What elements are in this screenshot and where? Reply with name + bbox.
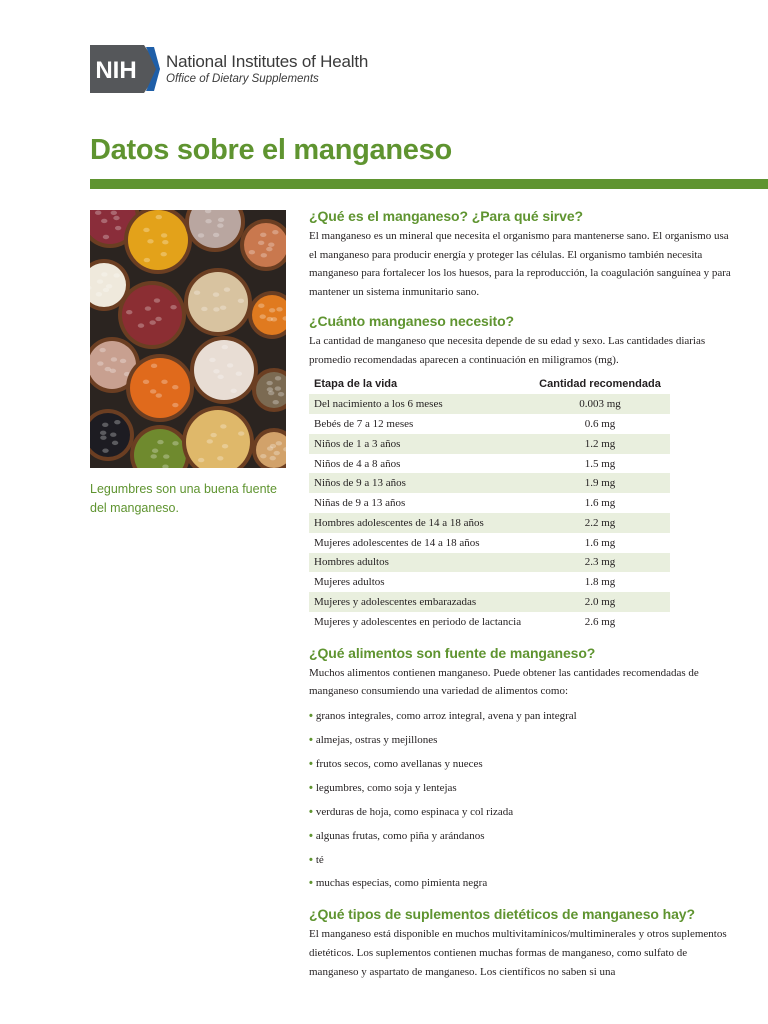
bean-highlight — [96, 292, 102, 296]
section-what-is — [309, 205, 739, 302]
bean-highlight — [145, 306, 151, 310]
bean-highlight — [120, 359, 126, 363]
bean-highlight — [97, 361, 103, 365]
bean-highlight — [273, 400, 279, 404]
bowl-legumes — [130, 358, 190, 418]
bean-highlight — [217, 456, 223, 460]
bean-highlight — [172, 441, 178, 445]
bean-highlight — [147, 239, 153, 243]
bean-highlight — [110, 369, 116, 373]
life-stage-cell: Mujeres y adolescentes embarazadas — [309, 592, 530, 612]
life-stage-cell: Bebés de 7 a 12 meses — [314, 417, 414, 430]
logo-office: Office of Dietary Supplements — [166, 72, 319, 85]
bean-highlight — [95, 211, 101, 215]
bean-highlight — [154, 298, 160, 302]
bean-highlight — [198, 458, 204, 462]
list-item — [309, 777, 739, 801]
amount-cell: 2.0 mg — [530, 592, 670, 612]
list-item-text: almejas, ostras y mejillones — [315, 734, 438, 747]
bean-highlight — [258, 241, 264, 245]
bean-highlight — [115, 226, 121, 230]
bean-highlight — [272, 230, 278, 234]
section-heading: ¿Cuánto manganeso necesito? — [309, 312, 514, 329]
amount-cell: 2.2 mg — [530, 513, 670, 533]
page-title: Datos sobre el manganeso — [90, 134, 452, 166]
bowl-legumes — [244, 223, 286, 267]
bullet-icon: • — [309, 805, 313, 818]
bean-highlight — [114, 420, 120, 424]
bean-highlight — [156, 215, 162, 219]
bean-highlight — [156, 393, 162, 397]
bean-highlight — [143, 228, 149, 232]
bean-highlight — [172, 385, 178, 389]
title-divider — [90, 179, 768, 189]
bean-highlight — [275, 386, 281, 390]
bullet-icon: • — [309, 734, 313, 747]
list-item — [309, 825, 739, 849]
bean-highlight — [207, 439, 213, 443]
table-row — [309, 454, 670, 474]
header-amount: Cantidad recomendada — [539, 378, 661, 391]
bean-highlight — [101, 219, 107, 223]
bean-highlight — [111, 357, 117, 361]
table-row — [309, 394, 670, 414]
bean-highlight — [268, 391, 274, 395]
nih-logo — [90, 45, 368, 93]
food-list — [309, 705, 739, 896]
bean-highlight — [110, 433, 116, 437]
bean-highlight — [276, 307, 282, 311]
bullet-icon: • — [309, 710, 313, 723]
bean-highlight — [261, 253, 267, 257]
bean-highlight — [112, 441, 118, 445]
bean-highlight — [161, 233, 167, 237]
amount-cell: 2.3 mg — [530, 553, 670, 573]
table-row — [309, 533, 670, 553]
section-supplements — [309, 903, 739, 981]
bean-highlight — [113, 273, 119, 277]
section-body: El manganeso es un mineral que necesita el organismo para mantenerse sano. El organismo usa el manganeso para producir energía y proteger las células. El organismo también necesita manganeso para fortalecer los los huesos, para la reproducción, la coagulación sanguínea y para mantener un sistema inmunitario sano. — [309, 230, 731, 299]
list-item-text: té — [315, 853, 324, 866]
bean-highlight — [151, 364, 157, 368]
bean-highlight — [210, 433, 216, 437]
amount-cell: 2.6 mg — [584, 615, 616, 628]
bean-highlight — [101, 272, 107, 276]
bean-highlight — [213, 292, 219, 296]
bean-highlight — [271, 317, 277, 321]
bean-highlight — [172, 403, 178, 407]
table-row — [309, 612, 670, 632]
amount-cell: 1.9 mg — [530, 473, 670, 493]
bean-highlight — [106, 284, 112, 288]
table-row — [309, 592, 670, 612]
bean-highlight — [102, 448, 108, 452]
amount-cell: 1.8 mg — [584, 576, 616, 589]
section-body: El manganeso está disponible en muchos multivitamínicos/multiminerales y otros suplementos dietéticos. Los suplementos contienen muchas formas de manganeso, como sulfato de manganeso y aspartato de manganeso. Los científicos no saben si una — [309, 928, 727, 978]
amount-cell: 1.6 mg — [584, 497, 616, 510]
bean-highlight — [270, 456, 276, 460]
list-item-text: muchas especias, como pimienta negra — [315, 877, 488, 890]
main-content — [309, 205, 739, 981]
bean-highlight — [144, 258, 150, 262]
bullet-icon: • — [309, 757, 313, 770]
bean-highlight — [150, 389, 156, 393]
bean-highlight — [209, 358, 215, 362]
life-stage-cell: Mujeres y adolescentes en periodo de lactancia — [314, 615, 522, 628]
life-stage-cell: Niñas de 9 a 13 años — [314, 497, 406, 510]
life-stage-cell: Del nacimiento a los 6 meses — [309, 394, 530, 414]
amount-cell: 1.5 mg — [584, 457, 616, 470]
list-item — [309, 729, 739, 753]
bean-highlight — [268, 243, 274, 247]
life-stage-cell: Mujeres adultos — [314, 576, 385, 589]
bean-highlight — [220, 424, 226, 428]
bean-highlight — [260, 454, 266, 458]
bean-highlight — [161, 380, 167, 384]
table-row — [309, 572, 670, 592]
bean-highlight — [170, 305, 176, 309]
table-row — [309, 493, 670, 513]
bean-highlight — [213, 369, 219, 373]
bean-highlight — [275, 376, 281, 380]
bullet-icon: • — [309, 853, 313, 866]
list-item — [309, 849, 739, 873]
bean-highlight — [222, 444, 228, 448]
bean-highlight — [100, 435, 106, 439]
bean-highlight — [205, 219, 211, 223]
logo-name: National Institutes of Health — [166, 51, 369, 71]
bean-highlight — [249, 250, 255, 254]
bean-highlight — [220, 305, 226, 309]
logo-text — [166, 53, 368, 86]
bean-highlight — [278, 392, 284, 396]
table-header-row — [309, 374, 670, 394]
bean-highlight — [266, 381, 272, 385]
bean-highlight — [163, 454, 169, 458]
life-stage-cell: Niños de 1 a 3 años — [309, 434, 530, 454]
bullet-icon: • — [309, 877, 313, 890]
section-heading: ¿Qué tipos de suplementos dietéticos de manganeso hay? — [309, 906, 695, 923]
bean-highlight — [149, 320, 155, 324]
list-item — [309, 753, 739, 777]
bean-highlight — [266, 247, 272, 251]
amount-cell: 1.2 mg — [530, 434, 670, 454]
bowl-legumes — [122, 285, 182, 345]
bean-highlight — [194, 290, 200, 294]
bean-highlight — [274, 451, 280, 455]
bean-highlight — [217, 223, 223, 227]
logo-acronym: NIH — [95, 57, 137, 84]
list-item-text: legumbres, como soja y lentejas — [315, 781, 457, 794]
bean-highlight — [222, 345, 228, 349]
bullet-icon: • — [309, 829, 313, 842]
table-row — [309, 414, 670, 434]
bean-highlight — [126, 310, 132, 314]
amount-cell: 0.6 mg — [584, 417, 616, 430]
bean-highlight — [113, 216, 119, 220]
header-life-stage: Etapa de la vida — [314, 378, 398, 391]
section-heading: ¿Qué es el manganeso? ¿Para qué sirve? — [309, 208, 583, 224]
bean-highlight — [227, 363, 233, 367]
bean-highlight — [260, 233, 266, 237]
amount-cell: 1.6 mg — [584, 536, 616, 549]
bean-highlight — [97, 279, 103, 283]
life-stage-cell: Niños de 9 a 13 años — [309, 473, 530, 493]
list-item-text: frutos secos, como avellanas y nueces — [315, 757, 483, 770]
bean-highlight — [138, 323, 144, 327]
bean-highlight — [260, 314, 266, 318]
life-stage-cell: Hombres adolescentes de 14 a 18 años — [309, 513, 530, 533]
bean-highlight — [150, 454, 156, 458]
table-row — [309, 513, 670, 533]
bean-highlight — [230, 389, 236, 393]
list-item-text: verduras de hoja, como espinaca y col rizada — [315, 805, 514, 818]
bean-highlight — [201, 307, 207, 311]
bean-highlight — [217, 375, 223, 379]
table-row — [309, 434, 670, 454]
bean-highlight — [218, 218, 224, 222]
legumes-photo — [90, 210, 286, 468]
bean-highlight — [258, 304, 264, 308]
life-stage-cell: Niños de 4 a 8 años — [314, 457, 401, 470]
nih-logo-badge — [90, 45, 160, 93]
bean-highlight — [155, 317, 161, 321]
bean-highlight — [99, 348, 105, 352]
bean-highlight — [213, 307, 219, 311]
list-item-text: granos integrales, como arroz integral, avena y pan integral — [315, 710, 577, 723]
list-item — [309, 872, 739, 896]
recommended-amounts-table — [309, 374, 670, 632]
list-item — [309, 801, 739, 825]
amount-cell: 0.003 mg — [530, 394, 670, 414]
list-item-text: algunas frutas, como piña y arándanos — [315, 829, 485, 842]
bean-highlight — [143, 380, 149, 384]
bean-highlight — [213, 233, 219, 237]
bean-highlight — [157, 440, 163, 444]
life-stage-cell: Mujeres adolescentes de 14 a 18 años — [314, 536, 480, 549]
list-item — [309, 705, 739, 729]
bean-highlight — [267, 446, 273, 450]
section-body: Muchos alimentos contienen manganeso. Puede obtener las cantidades recomendadas de manganeso consumiendo una variedad de alimentos como: — [309, 666, 699, 698]
bean-highlight — [238, 299, 244, 303]
photo-caption: Legumbres son una buena fuente del manganeso. — [90, 482, 277, 515]
bean-highlight — [103, 235, 109, 239]
bean-highlight — [269, 308, 275, 312]
bean-highlight — [152, 449, 158, 453]
table-row — [309, 553, 670, 573]
bean-highlight — [238, 431, 244, 435]
bean-highlight — [224, 287, 230, 291]
bean-highlight — [276, 441, 282, 445]
bean-highlight — [198, 233, 204, 237]
bean-highlight — [162, 240, 168, 244]
bean-highlight — [161, 252, 167, 256]
bean-highlight — [236, 372, 242, 376]
table-row — [309, 473, 670, 493]
bullet-icon: • — [309, 781, 313, 794]
bean-highlight — [102, 423, 108, 427]
life-stage-cell: Hombres adultos — [309, 553, 530, 573]
bean-highlight — [100, 431, 106, 435]
bean-highlight — [111, 211, 117, 215]
section-food-sources — [309, 642, 739, 897]
section-body: La cantidad de manganeso que necesita depende de su edad y sexo. Las cantidades diarias promedio recomendadas aparecen a continuación en miligramos (mg). — [309, 334, 706, 366]
section-heading: ¿Qué alimentos son fuente de manganeso? — [309, 644, 596, 661]
section-how-much — [309, 310, 739, 632]
